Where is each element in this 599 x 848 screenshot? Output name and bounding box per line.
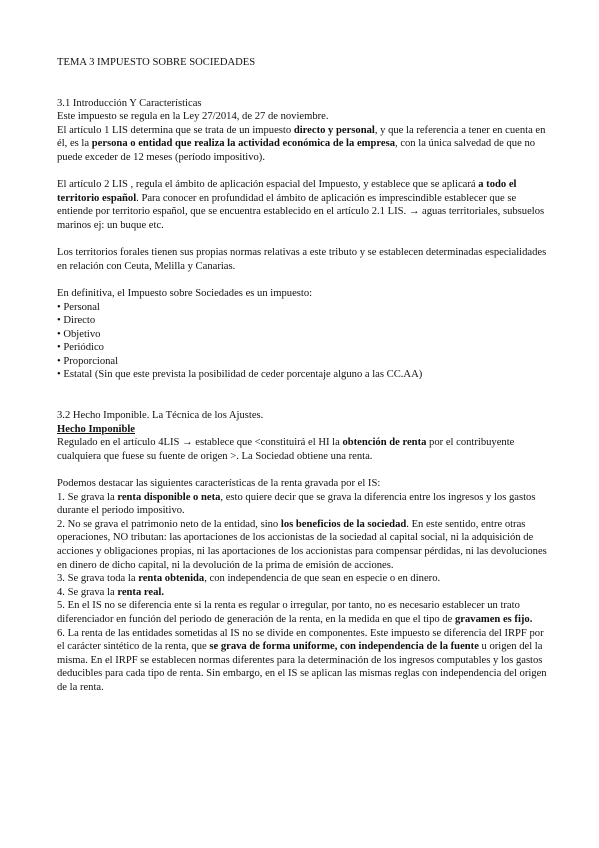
bold-obtencion-renta: obtención de renta [342, 437, 427, 449]
section-1-heading: 3.1 Introducción Y Características [57, 97, 202, 109]
list-item: • Objetivo [57, 328, 549, 342]
document-title: TEMA 3 IMPUESTO SOBRE SOCIEDADES [57, 57, 256, 68]
list-item: • Proporcional [57, 355, 549, 369]
bold-territorio: a todo el territorio español [57, 179, 517, 204]
s1-paragraph-2: El artículo 1 LIS determina que se trata de un impuesto directo y personal, y que la referencia a tener en cuenta en él, es la persona o entidad que realiza la actividad económica de la empresa, con la única salvedad de que no puede exceder de 12 meses (período impositivo). [57, 124, 546, 163]
bold-directo-personal: directo y personal [293, 124, 375, 136]
s1-paragraph-3: El artículo 2 LIS , regula el ámbito de aplicación espacial del Impuesto, y establece que se aplicará a todo el territorio español. Para conocer en profundidad el ámbito de aplicación es imprescindible establecer que se entiende por territorio español, que se encuentra establecido en el artículo 2.1 LIS. → aguas territoriales, subsuelos marinos ej: un buque etc. [57, 179, 545, 231]
list-item: • Estatal (Sin que este prevista la posibilidad de ceder porcentaje alguno a las CC.AA) [57, 368, 549, 382]
s1-paragraph-4: Los territorios forales tienen sus propias normas relativas a este tributo y se establecen determinadas especialidades en relación con Ceuta, Melilla y Canarias. [57, 247, 547, 272]
characteristics-list [57, 301, 549, 383]
s2-paragraph-2: Podemos destacar las siguientes características de la renta gravada por el IS: [57, 478, 381, 490]
numbered-item-5: 5. En el IS no se diferencia ente si la renta es regular o irregular, por tanto, no es necesario establecer un trato diferenciador en función del periodo de generación de la renta, en la medida en que el tipo de gravamen es fijo. [57, 600, 533, 625]
s1-paragraph-5: En definitiva, el Impuesto sobre Sociedades es un impuesto: [57, 287, 313, 299]
numbered-item-4: 4. Se grava la renta real. [57, 586, 164, 598]
s1-paragraph-1: Este impuesto se regula en la Ley 27/2014, de 27 de noviembre. [57, 111, 329, 123]
section-2-subheading: Hecho Imponible [57, 423, 135, 435]
list-item: • Periódico [57, 341, 549, 355]
numbered-item-6: 6. La renta de las entidades sometidas al IS no se divide en componentes. Este impuesto se diferencia del IRPF por el carácter sintético de la renta, que se grava de forma uniforme, con independencia de la fuente u origen del la misma. En el IRPF se establecen normas diferentes para la determinación de los ingresos computables y los gastos deducibles para cada tipo de renta. Sin embargo, en el IS se aplican las mismas reglas con independencia del origen de la renta. [57, 627, 547, 693]
numbered-item-1: 1. Se grava la renta disponible o neta, esto quiere decir que se grava la diferencia entre los ingresos y los gastos durante el periodo impositivo. [57, 491, 536, 517]
section-2-heading: 3.2 Hecho Imponible. La Técnica de los Ajustes. [57, 410, 264, 422]
list-item: • Directo [57, 314, 549, 328]
list-item: • Personal [57, 301, 549, 315]
numbered-item-2: 2. No se grava el patrimonio neto de la entidad, sino los beneficios de la sociedad. En este sentido, entre otras operaciones, NO tributan: las aportaciones de los accionistas de la sociedad al capital social, ni la adquisición de acciones y obligaciones propias, ni las aportaciones de los accionistas para compensar pérdidas, ni las devoluciones en dinero de dicho capital, ni la devolución de la prima de emisión de acciones. [57, 518, 547, 571]
s2-paragraph-1: Regulado en el artículo 4LIS → establece que <constituirá el HI la obtención de renta por el contribuyente cualquiera que fuese su fuente de origen >. La Sociedad obtiene una renta. [57, 437, 515, 462]
bold-persona-entidad: persona o entidad que realiza la actividad económica de la empresa [91, 138, 396, 150]
numbered-item-3: 3. Se grava toda la renta obtenida, con independencia de que sean en especie o en dinero. [57, 573, 441, 585]
